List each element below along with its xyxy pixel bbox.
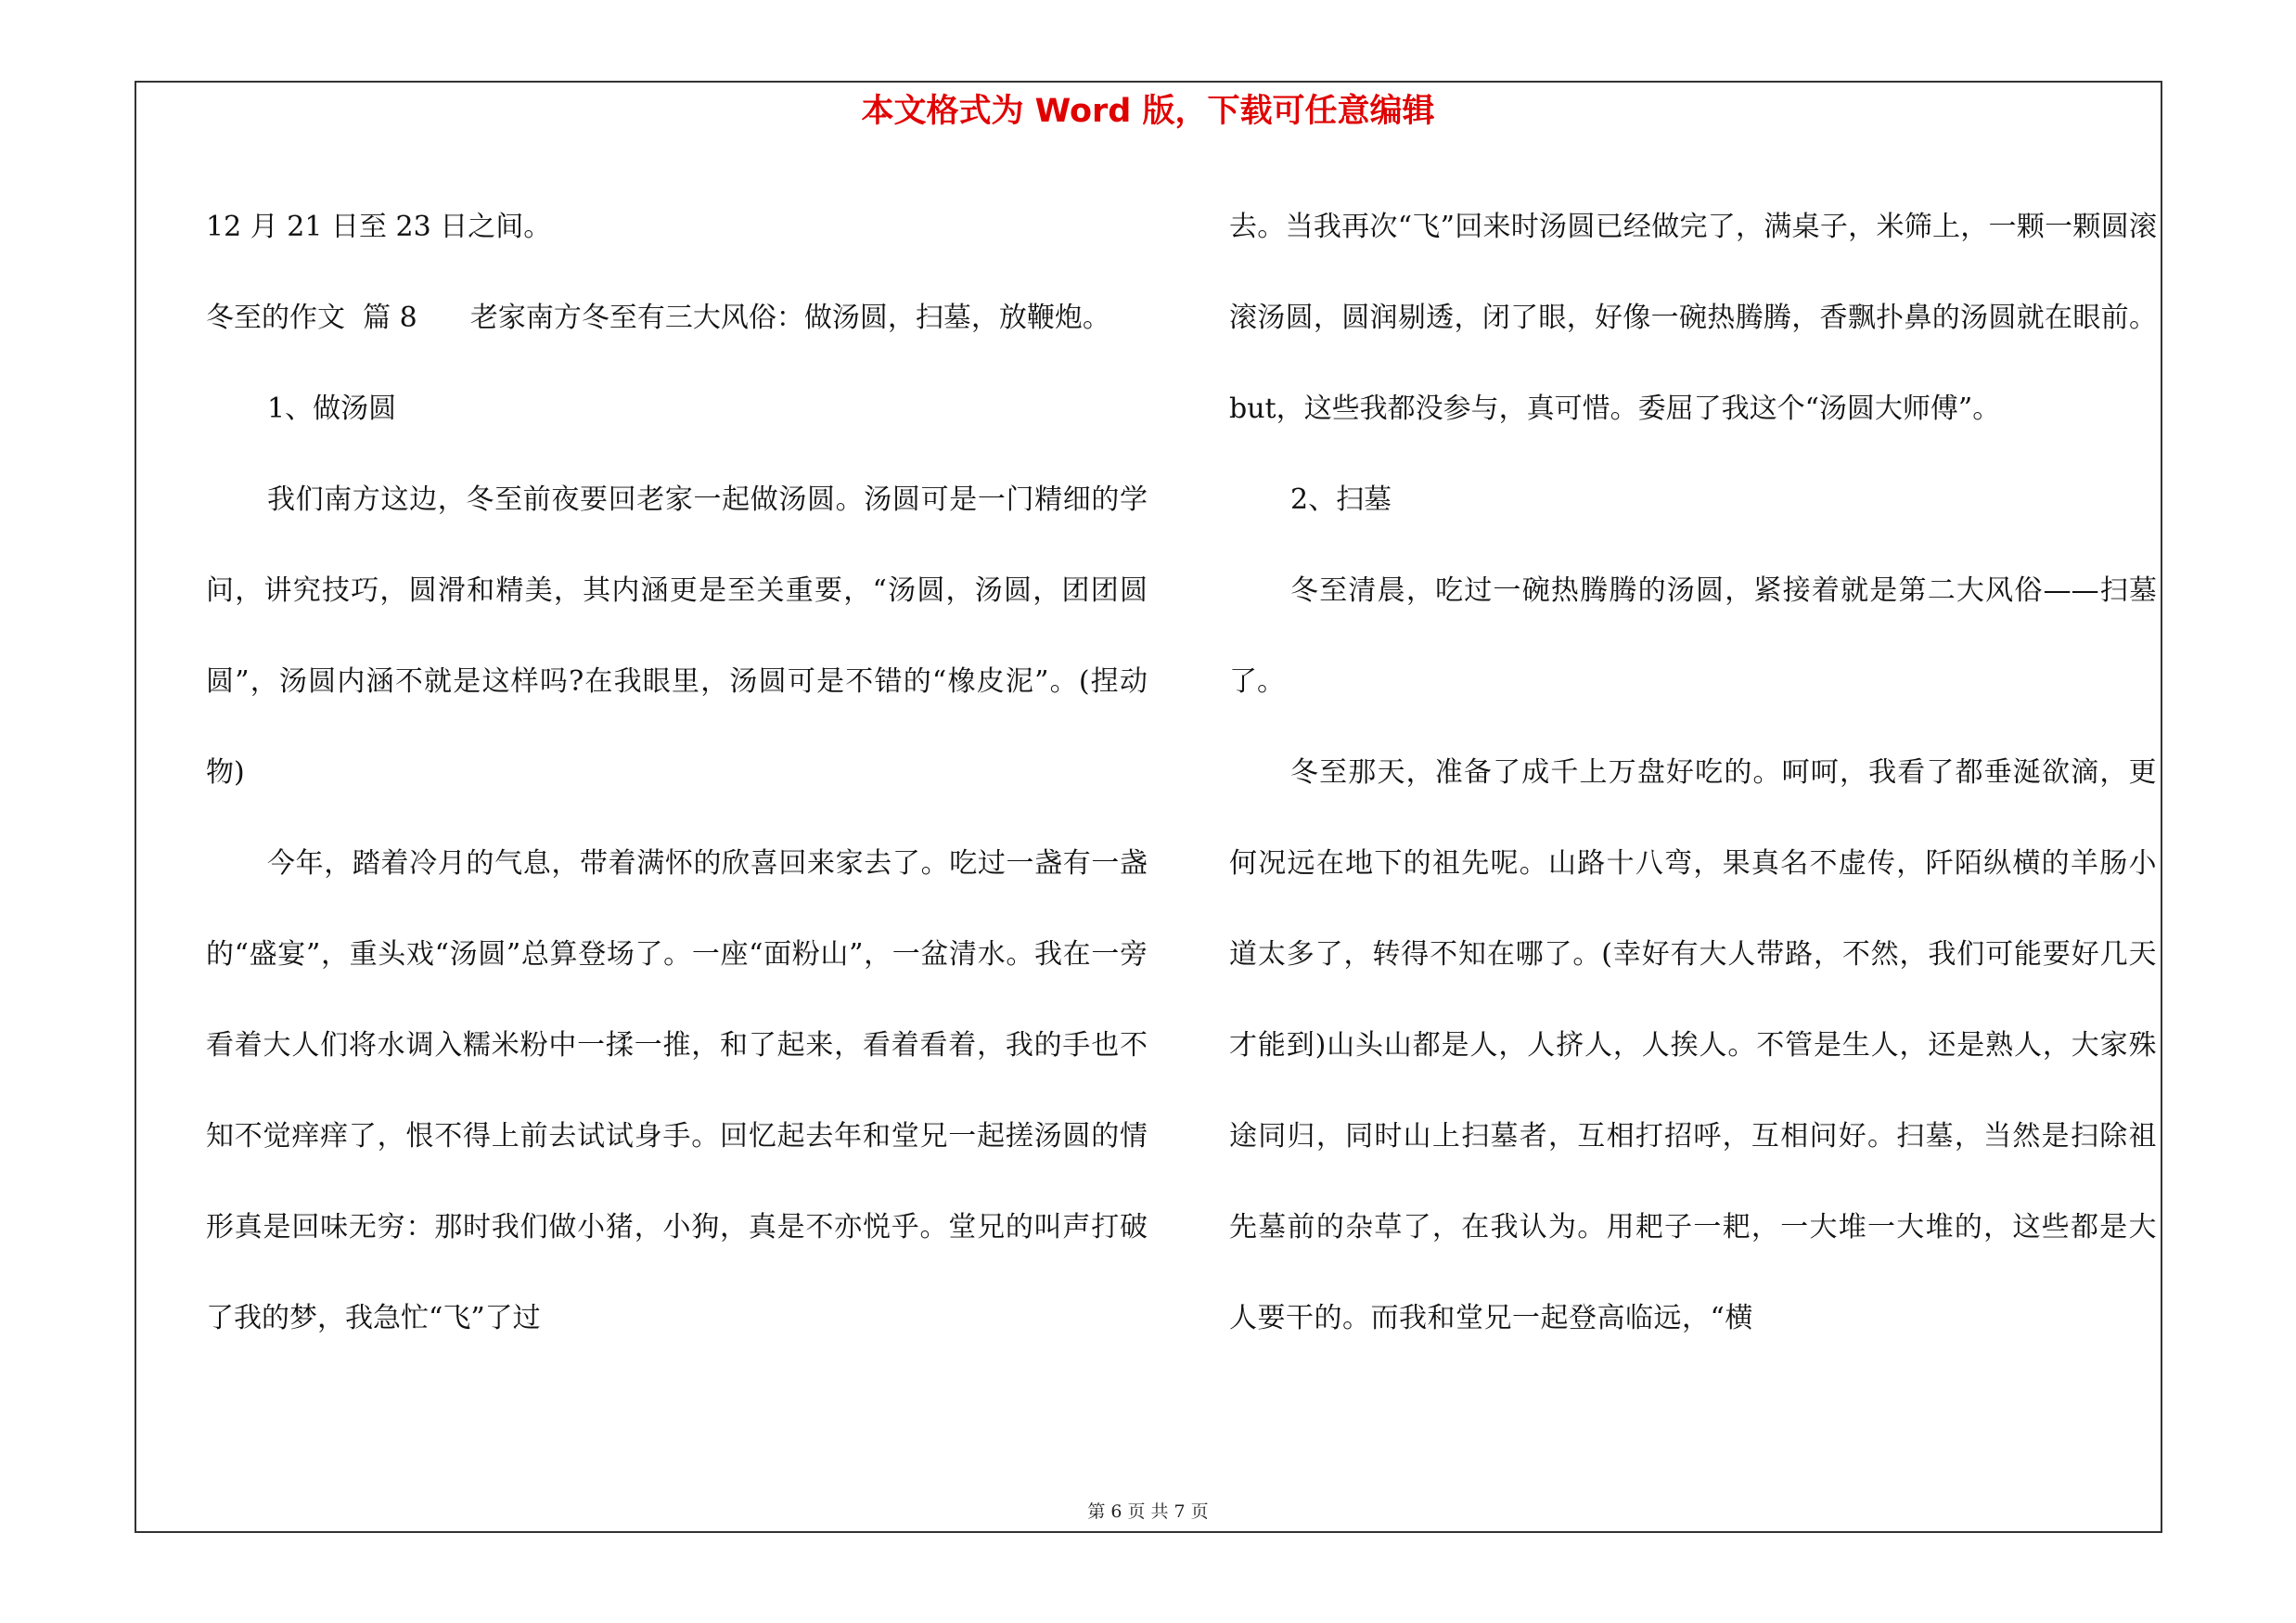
section-heading-saomu: 2、扫墓	[1290, 483, 1392, 516]
left-column	[206, 182, 1148, 1364]
paragraph-this-year: 今年，踏着冷月的气息，带着满怀的欣喜回来家去了。吃过一盏有一盏的“盛宴”，重头戏“汤圆”总算登场了。一座“面粉山”，一盆清水。我在一旁看着大人们将水调入糯米粉中一揉一推，和了起来，看着看着，我的手也不知不觉痒痒了，恨不得上前去试试身手。回忆起去年和堂兄一起搓汤圆的情形真是回味无穷：那时我们做小猪，小狗，真是不亦悦乎。堂兄的叫声打破了我的梦，我急忙“飞”了过	[206, 847, 1148, 1334]
page-number: 第 6 页 共 7 页	[1087, 1501, 1209, 1522]
section-heading-tangyuan: 1、做汤圆	[267, 393, 397, 425]
header-banner: 本文格式为 Word 版，下载可任意编辑	[861, 93, 1435, 130]
right-column	[1229, 182, 2157, 1364]
paragraph-tangyuan-intro: 我们南方这边，冬至前夜要回老家一起做汤圆。汤圆可是一门精细的学问，讲究技巧，圆滑和精美，其内涵更是至关重要，“汤圆，汤圆，团团圆圆”，汤圆内涵不就是这样吗?在我眼里，汤圆可是不错的“橡皮泥”。(捏动物)	[206, 483, 1148, 789]
paragraph-date: 12 月 21 日至 23 日之间。	[206, 211, 552, 243]
paragraph-that-day: 冬至那天，准备了成千上万盘好吃的。呵呵，我看了都垂涎欲滴，更何况远在地下的祖先呢。山路十八弯，果真名不虚传，阡陌纵横的羊肠小道太多了，转得不知在哪了。(幸好有大人带路，不然，我们可能要好几天才能到)山头山都是人，人挤人，人挨人。不管是生人，还是熟人，大家殊途同归，同时山上扫墓者，互相打招呼，互相问好。扫墓，当然是扫除祖先墓前的杂草了，在我认为。用耙子一耙，一大堆一大堆的，这些都是大人要干的。而我和堂兄一起登高临远，“横	[1229, 756, 2157, 1334]
paragraph-continued: 去。当我再次“飞”回来时汤圆已经做完了，满桌子，米筛上，一颗一颗圆滚滚汤圆，圆润剔透，闭了眼，好像一碗热腾腾，香飘扑鼻的汤圆就在眼前。but，这些我都没参与，真可惜。委屈了我这个“汤圆大师傅”。	[1229, 211, 2157, 425]
paragraph-essay-title: 冬至的作文 篇 8 老家南方冬至有三大风俗：做汤圆，扫墓，放鞭炮。	[206, 302, 1110, 334]
paragraph-morning: 冬至清晨，吃过一碗热腾腾的汤圆，紧接着就是第二大风俗——扫墓了。	[1229, 574, 2157, 698]
